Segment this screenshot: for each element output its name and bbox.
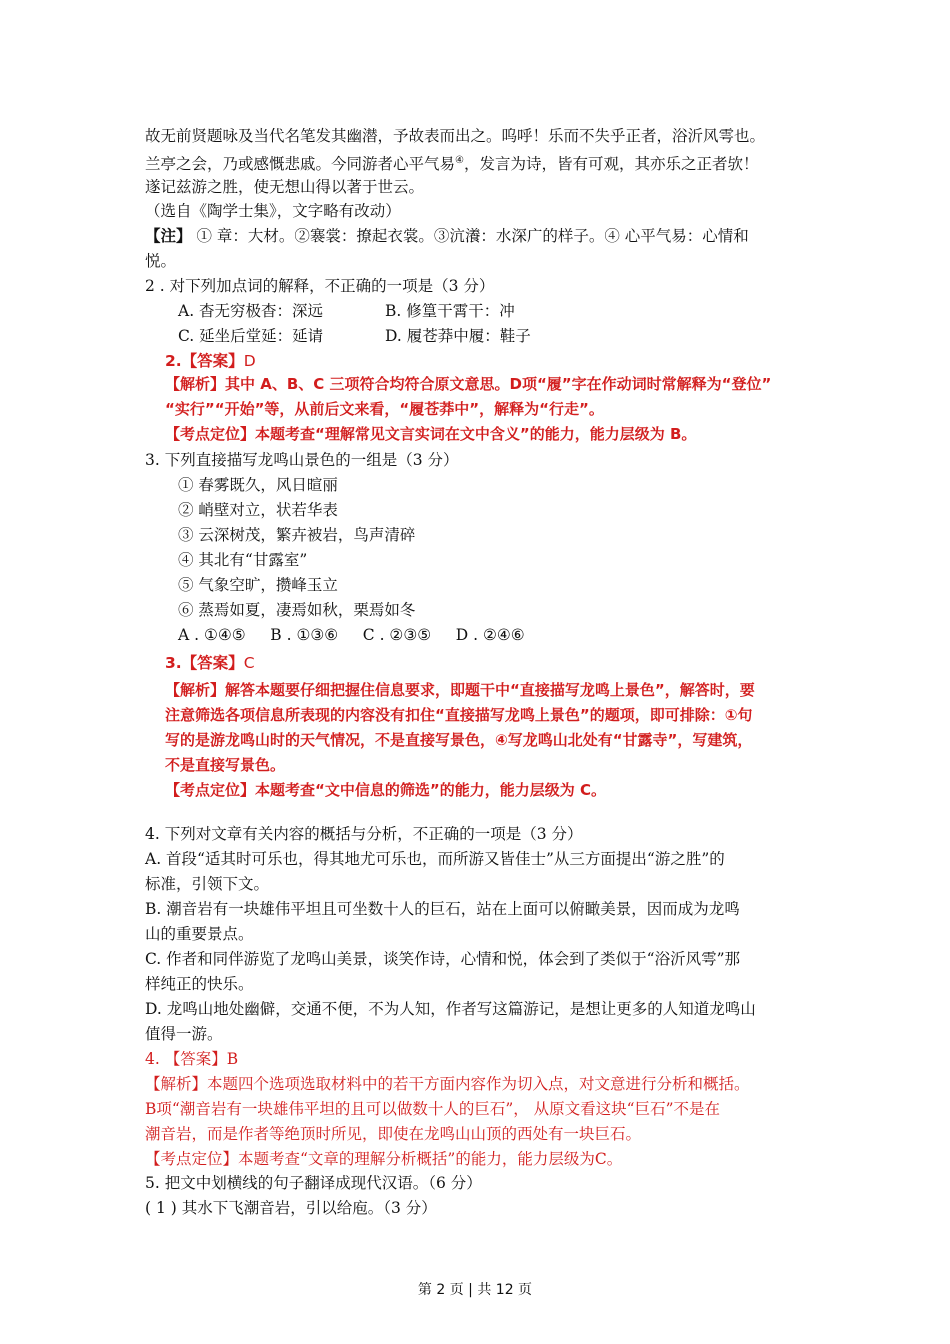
question-4-analysis: 【解析】本题四个选项选取材料中的若干方面内容作为切入点，对文意进行分析和概括。 xyxy=(145,1075,750,1093)
answer-label: 2.【答案】 xyxy=(165,352,244,370)
note-text: ① 章：大材。②褰裳：撩起衣裳。③沆瀁：水深广的样子。④ 心平气易：心情和 xyxy=(191,227,749,245)
passage-text: ，发言为诗，皆有可观，其亦乐之正者欤！ xyxy=(463,155,759,174)
question-3-point: 【考点定位】本题考查“文中信息的筛选”的能力，能力层级为 C。 xyxy=(165,781,606,799)
question-2-answer xyxy=(165,350,256,372)
question-3-analysis: 不是直接写景色。 xyxy=(165,756,286,774)
footnote-marker: ④ xyxy=(455,155,464,166)
passage-text: 兰亭之会，乃或感慨悲戚。今同游者心平气易 xyxy=(145,155,456,174)
passage-line: 故无前贤题咏及当代名笔发其幽潜，予故表而出之。呜呼！乐而不失乎正者，浴沂风雩也。 xyxy=(145,127,766,145)
question-3-analysis: 注意筛选各项信息所表现的内容没有扣住“直接描写龙鸣上景色”的题项，即可排除：①句 xyxy=(165,706,753,724)
question-4-analysis: 潮音岩，而是作者等绝顶时所见，即使在龙鸣山山顶的西处有一块巨石。 xyxy=(145,1125,642,1143)
note-label: 【注】 xyxy=(145,226,192,245)
question-2-option-a: A. 杳无穷极杳：深远 xyxy=(178,302,324,320)
question-3-stem: 3. 下列直接描写龙鸣山景色的一组是（3 分） xyxy=(145,451,459,469)
question-4-analysis: B项“潮音岩有一块雄伟平坦的且可以做数十人的巨石”， 从原文看这块“巨石”不是在 xyxy=(145,1100,721,1118)
question-4-option-a-cont: 标准，引领下文。 xyxy=(145,875,270,893)
page-footer: 第 2 页 | 共 12 页 xyxy=(417,1282,533,1298)
question-4-option-a: A. 首段“适其时可乐也，得其地尤可乐也，而所游又皆佳士”从三方面提出“游之胜”的 xyxy=(145,850,725,868)
question-2-option-d: D. 履苍莽中履：鞋子 xyxy=(385,327,531,345)
answer-label: 4. 【答案】 xyxy=(145,1050,227,1068)
question-2-analysis: 【解析】其中 A、B、C 三项符合均符合原文意思。D项“履”字在作动词时常解释为“登位” xyxy=(165,375,772,393)
answer-label: 3.【答案】 xyxy=(165,654,244,672)
question-2-stem: 2 . 对下列加点词的解释，不正确的一项是（3 分） xyxy=(145,277,495,295)
question-2-option-b: B. 修篁干霄干：冲 xyxy=(385,302,515,320)
question-2-option-c: C. 延坐后堂延：延请 xyxy=(178,327,324,345)
question-4-option-b-cont: 山的重要景点。 xyxy=(145,925,254,943)
question-3-item: ⑥ 蒸焉如夏，凄焉如秋，栗焉如冬 xyxy=(178,601,416,619)
question-4-option-d-cont: 值得一游。 xyxy=(145,1025,223,1043)
question-4-point: 【考点定位】本题考查“文章的理解分析概括”的能力，能力层级为C。 xyxy=(145,1150,623,1168)
question-3-item: ② 峭壁对立，状若华表 xyxy=(178,501,338,519)
passage-line: 遂记兹游之胜，使无想山得以著于世云。 xyxy=(145,178,425,196)
answer-value: B xyxy=(226,1050,239,1068)
question-5-stem: 5. 把文中划横线的句子翻译成现代汉语。（6 分） xyxy=(145,1174,482,1192)
question-4-stem: 4. 下列对文章有关内容的概括与分析，不正确的一项是（3 分） xyxy=(145,825,583,843)
question-3-item: ④ 其北有“甘露室” xyxy=(178,551,308,569)
question-5-sub-1: ( 1 ) 其水下飞潮音岩，引以给庖。（3 分） xyxy=(145,1199,437,1217)
question-2-point: 【考点定位】本题考查“理解常见文言实词在文中含义”的能力，能力层级为 B。 xyxy=(165,425,697,443)
answer-value: D xyxy=(243,352,256,370)
question-4-option-c: C. 作者和同伴游览了龙鸣山美景，谈笑作诗，心情和悦，体会到了类似于“浴沂风雩”那 xyxy=(145,950,741,968)
question-3-item: ① 春雾既久，风日暄丽 xyxy=(178,476,338,494)
question-3-analysis: 【解析】解答本题要仔细把握住信息要求，即题干中“直接描写龙鸣上景色”，解答时，要 xyxy=(165,681,755,699)
passage-line xyxy=(145,150,759,175)
notes xyxy=(145,225,749,247)
question-3-answer xyxy=(165,652,255,674)
passage-source: （选自《陶学士集》，文字略有改动） xyxy=(145,202,401,220)
question-3-item: ③ 云深树茂，繁卉被岩，鸟声清碎 xyxy=(178,526,416,544)
question-4-option-b: B. 潮音岩有一块雄伟平坦且可坐数十人的巨石，站在上面可以俯瞰美景，因而成为龙鸣 xyxy=(145,900,740,918)
question-4-option-c-cont: 样纯正的快乐。 xyxy=(145,975,254,993)
question-3-item: ⑤ 气象空旷，攒峰玉立 xyxy=(178,576,338,594)
notes-continued: 悦。 xyxy=(145,252,177,270)
answer-value: C xyxy=(243,654,255,672)
question-3-analysis: 写的是游龙鸣山时的天气情况，不是直接写景色，④写龙鸣山北处有“甘露寺”，写建筑， xyxy=(165,731,753,749)
question-2-analysis: “实行”“开始”等，从前后文来看，“履苍莽中”，解释为“行走”。 xyxy=(165,400,604,418)
question-4-option-d: D. 龙鸣山地处幽僻，交通不便，不为人知，作者写这篇游记，是想让更多的人知道龙鸣山 xyxy=(145,1000,756,1018)
question-4-answer xyxy=(145,1048,238,1070)
question-3-options: A . ①④⑤ B . ①③⑥ C . ②③⑤ D . ②④⑥ xyxy=(178,626,525,644)
